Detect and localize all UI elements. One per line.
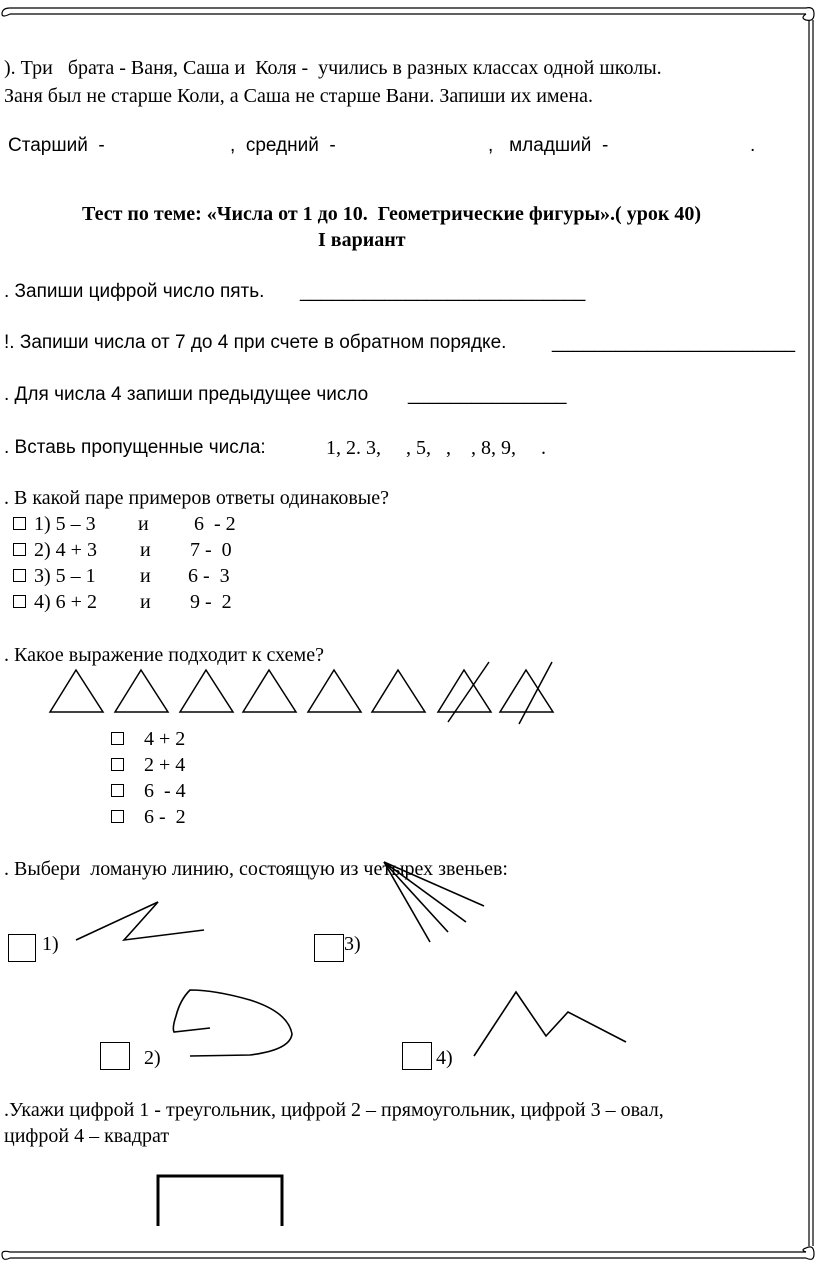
q3-answer-blank[interactable]: _______________ <box>408 384 567 405</box>
q2-answer-blank[interactable]: _______________________ <box>552 332 796 353</box>
q4-text: . Вставь пропущенные числа: <box>4 437 266 458</box>
middle-label: , средний - <box>230 135 336 156</box>
q2-text: !. Запиши числа от 7 до 4 при счете в обратном порядке. <box>4 332 507 353</box>
q8-line-2: цифрой 4 – квадрат <box>4 1125 170 1147</box>
q5-option-1-and: и <box>138 513 149 535</box>
q7-option-4-label: 4) <box>436 1047 453 1069</box>
q6-option-1-label: 4 + 2 <box>144 728 186 750</box>
q5-option-2-and: и <box>140 539 151 561</box>
intro-end-dot: . <box>750 135 756 156</box>
q5-option-3-expr: 6 - 3 <box>188 565 230 587</box>
q3-text: . Для числа 4 запиши предыдущее число <box>4 384 369 405</box>
q7-option-1-label: 1) <box>42 933 59 955</box>
q5-option-3-label: 3) 5 – 1 <box>34 565 96 587</box>
q6-option-4-label: 6 - 2 <box>144 806 186 828</box>
q5-option-4-expr: 9 - 2 <box>190 591 232 613</box>
q6-option-3-label: 6 - 4 <box>144 780 186 802</box>
test-variant: I вариант <box>318 229 406 251</box>
q6-option-2-label: 2 + 4 <box>144 754 186 776</box>
q6-text: . Какое выражение подходит к схеме? <box>4 644 324 666</box>
q5-option-4-and: и <box>140 591 151 613</box>
q1-answer-blank[interactable]: ___________________________ <box>300 281 586 302</box>
q4-sequence: 1, 2. 3, , 5, , , 8, 9, . <box>326 437 546 459</box>
youngest-label: , младший - <box>488 135 609 156</box>
intro-line-1: ). Три брата - Ваня, Саша и Коля - учились в разных классах одной школы. <box>4 57 662 79</box>
q8-line-1: .Укажи цифрой 1 - треугольник, цифрой 2 – прямоугольник, цифрой 3 – овал, <box>4 1099 664 1121</box>
q7-option-2-label: 2) <box>144 1047 161 1069</box>
q5-option-1-expr: 6 - 2 <box>194 513 236 535</box>
q7-text: . Выбери ломаную линию, состоящую из четырех звеньев: <box>4 858 508 880</box>
q5-option-4-label: 4) 6 + 2 <box>34 591 97 613</box>
q5-option-3-and: и <box>140 565 151 587</box>
q1-text: . Запиши цифрой число пять. <box>4 281 265 302</box>
q5-text: . В какой паре примеров ответы одинаковые? <box>4 487 389 509</box>
rectangle-shape <box>158 1176 282 1226</box>
q7-option-3-label: 3) <box>344 933 361 955</box>
test-title: Тест по теме: «Числа от 1 до 10. Геометрические фигуры».( урок 40) <box>82 203 702 225</box>
eldest-label: Старший - <box>8 135 105 156</box>
q5-option-2-expr: 7 - 0 <box>190 539 232 561</box>
q5-option-2-label: 2) 4 + 3 <box>34 539 97 561</box>
intro-line-2: Заня был не старше Коли, а Саша не старше Вани. Запиши их имена. <box>4 85 594 107</box>
q5-option-1-label: 1) 5 – 3 <box>34 513 96 535</box>
